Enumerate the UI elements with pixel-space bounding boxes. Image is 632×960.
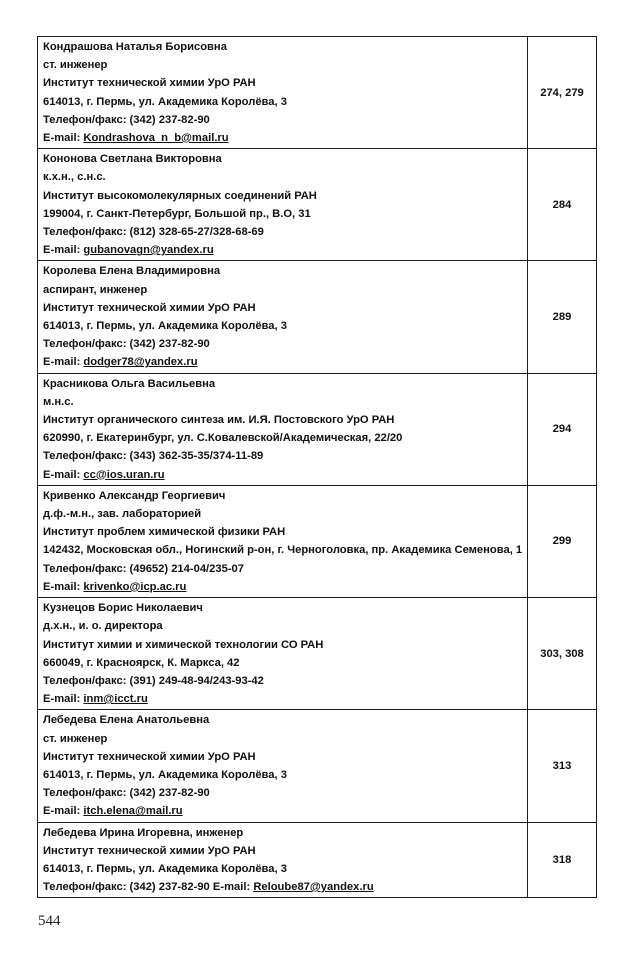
author-institute: Институт технической химии УрО РАН (43, 844, 256, 857)
author-phone: Телефон/факс: (343) 362-35-35/374-11-89 (43, 450, 264, 463)
author-entry (38, 149, 597, 261)
author-phone: Телефон/факс: (342) 237-82-90 (43, 113, 210, 126)
author-email-line (43, 353, 523, 371)
author-entry (38, 710, 597, 822)
author-phone: Телефон/факс: (812) 328-65-27/328-68-69 (43, 226, 264, 239)
author-email-line (43, 466, 523, 484)
author-address: 660049, г. Красноярск, К. Маркса, 42 (43, 656, 240, 669)
page-references: 294 (528, 373, 597, 485)
author-address: 614013, г. Пермь, ул. Академика Королёва, 3 (43, 862, 287, 875)
author-position: д.х.н., и. о. директора (43, 620, 163, 633)
email-link[interactable]: gubanovagn@yandex.ru (83, 244, 214, 257)
author-details (38, 598, 528, 710)
author-institute: Институт технической химии УрО РАН (43, 77, 256, 90)
author-phone: Телефон/факс: (391) 249-48-94/243-93-42 (43, 674, 264, 687)
author-institute: Институт органического синтеза им. И.Я. Постовского УрО РАН (43, 414, 395, 427)
author-details (38, 261, 528, 373)
author-address: 614013, г. Пермь, ул. Академика Королёва, 3 (43, 768, 287, 781)
author-details (38, 373, 528, 485)
author-institute: Институт высокомолекулярных соединений РАН (43, 189, 317, 202)
author-address: 620990, г. Екатеринбург, ул. С.Ковалевской/Академическая, 22/20 (43, 432, 403, 445)
page-references: 313 (528, 710, 597, 822)
author-address: 614013, г. Пермь, ул. Академика Королёва, 3 (43, 320, 287, 333)
author-position: д.ф.-м.н., зав. лабораторией (43, 508, 202, 521)
author-email-line (43, 690, 523, 708)
author-address: 199004, г. Санкт-Петербург, Большой пр., В.О, 31 (43, 207, 311, 220)
author-name: Кривенко Александр Георгиевич (43, 489, 226, 502)
author-email-line (43, 578, 523, 596)
email-prefix: E-mail: (43, 580, 81, 593)
author-email-line (43, 802, 523, 820)
author-address: 614013, г. Пермь, ул. Академика Королёва, 3 (43, 95, 287, 108)
author-phone: Телефон/факс: (342) 237-82-90 (43, 787, 210, 800)
author-institute: Институт технической химии УрО РАН (43, 750, 256, 763)
author-email-line (43, 129, 523, 147)
email-link[interactable]: dodger78@yandex.ru (83, 356, 198, 369)
page-references: 274, 279 (528, 37, 597, 149)
author-entry (38, 37, 597, 149)
page-references: 318 (528, 822, 597, 898)
page-references: 284 (528, 149, 597, 261)
author-email-line (43, 241, 523, 259)
author-name: Кондрашова Наталья Борисовна (43, 41, 227, 53)
page-references: 289 (528, 261, 597, 373)
author-institute: Институт технической химии УрО РАН (43, 301, 256, 314)
author-name: Кузнецов Борис Николаевич (43, 602, 203, 615)
email-prefix: E-mail: (43, 693, 81, 706)
email-prefix: E-mail: (43, 356, 81, 369)
author-name: Лебедева Елена Анатольевна (43, 714, 210, 727)
author-phone: Телефон/факс: (342) 237-82-90 (43, 338, 210, 351)
author-name: Лебедева Ирина Игоревна, инженер (43, 826, 244, 839)
author-position: ст. инженер (43, 732, 108, 745)
author-entry (38, 373, 597, 485)
email-link[interactable]: itch.elena@mail.ru (83, 805, 183, 818)
author-entry (38, 822, 597, 898)
author-phone-email-line (43, 878, 523, 896)
author-name: Кононова Светлана Викторовна (43, 153, 222, 166)
author-phone: Телефон/факс: (342) 237-82-90 (43, 881, 210, 894)
email-link[interactable]: krivenko@icp.ac.ru (83, 580, 187, 593)
email-link[interactable]: inm@icct.ru (83, 693, 148, 706)
author-institute: Институт проблем химической физики РАН (43, 526, 286, 539)
author-entry (38, 485, 597, 597)
author-name: Королева Елена Владимировна (43, 265, 221, 278)
author-position: ст. инженер (43, 59, 108, 72)
email-prefix: E-mail: (212, 881, 251, 894)
email-link[interactable]: Kondrashova_n_b@mail.ru (83, 132, 229, 145)
author-details (38, 710, 528, 822)
author-entry (38, 598, 597, 710)
author-address: 142432, Московская обл., Ногинский р-он, г. Черноголовка, пр. Академика Семенова, 1 (43, 544, 523, 557)
author-entry (38, 261, 597, 373)
author-institute: Институт химии и химической технологии СО РАН (43, 638, 324, 651)
email-prefix: E-mail: (43, 805, 81, 818)
author-details (38, 822, 528, 898)
author-details (38, 485, 528, 597)
author-index-table (37, 36, 597, 898)
page-references: 303, 308 (528, 598, 597, 710)
page-number: 544 (38, 913, 61, 929)
author-position: м.н.с. (43, 395, 74, 408)
email-link[interactable]: Reloube87@yandex.ru (253, 881, 374, 894)
page-references: 299 (528, 485, 597, 597)
email-prefix: E-mail: (43, 244, 81, 257)
author-phone: Телефон/факс: (49652) 214-04/235-07 (43, 562, 244, 575)
author-position: к.х.н., с.н.с. (43, 171, 106, 184)
author-position: аспирант, инженер (43, 283, 148, 296)
author-details (38, 149, 528, 261)
email-link[interactable]: cc@ios.uran.ru (83, 468, 165, 481)
email-prefix: E-mail: (43, 468, 81, 481)
author-name: Красникова Ольга Васильевна (43, 377, 216, 390)
author-details (38, 37, 528, 149)
email-prefix: E-mail: (43, 132, 81, 145)
